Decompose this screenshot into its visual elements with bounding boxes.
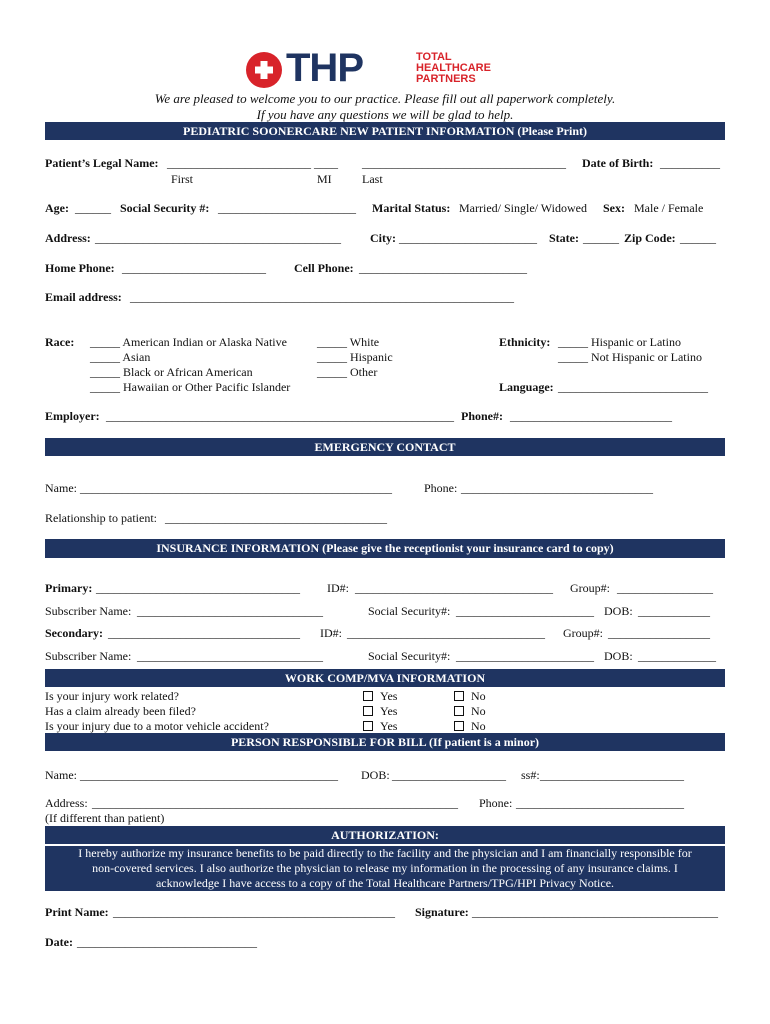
relationship-label: Relationship to patient:: [45, 511, 157, 525]
legal-name-field[interactable]: ________________________ ____: [167, 156, 338, 170]
language-field[interactable]: _________________________: [558, 380, 708, 394]
bill-ss-label: ss#:: [521, 768, 540, 782]
subscriber2-ss-label: Social Security#:: [368, 649, 451, 663]
secondary-field[interactable]: ________________________________: [108, 626, 300, 640]
legal-name-label: Patient’s Legal Name:: [45, 156, 159, 170]
yes-option[interactable]: Yes: [363, 689, 397, 704]
primary-field[interactable]: __________________________________: [96, 581, 300, 595]
sex-label: Sex:: [603, 201, 625, 215]
date-label: Date:: [45, 935, 73, 949]
emergency-phone-label: Phone:: [424, 481, 458, 495]
no-option[interactable]: No: [454, 689, 486, 704]
last-caption: Last: [362, 172, 383, 186]
logo-line3: PARTNERS: [416, 73, 476, 85]
marital-label: Marital Status:: [372, 201, 451, 215]
primary-id-label: ID#:: [327, 581, 349, 595]
ssn-field[interactable]: _______________________: [218, 201, 356, 215]
ssn-label: Social Security #:: [120, 201, 210, 215]
logo-line2: HEALTHCARE: [416, 62, 491, 74]
print-name-label: Print Name:: [45, 905, 109, 919]
checkbox-icon[interactable]: [363, 691, 373, 701]
employer-field[interactable]: __________________________________________________________: [106, 409, 454, 423]
ethnicity-option[interactable]: _____ Not Hispanic or Latino: [558, 350, 702, 364]
subscriber-field[interactable]: _______________________________: [137, 604, 323, 618]
subscriber-label: Subscriber Name:: [45, 604, 132, 618]
race-option[interactable]: _____ Other: [317, 365, 378, 379]
subscriber-ss-field[interactable]: _______________________: [456, 604, 594, 618]
secondary-label: Secondary:: [45, 626, 103, 640]
home-phone-label: Home Phone:: [45, 261, 115, 275]
work-section-header: WORK COMP/MVA INFORMATION: [45, 669, 725, 687]
last-name-field[interactable]: __________________________________: [362, 156, 566, 170]
yes-option[interactable]: Yes: [363, 719, 397, 734]
subscriber2-dob-label: DOB:: [604, 649, 633, 663]
bill-phone-field[interactable]: ____________________________: [516, 796, 684, 810]
emergency-phone-field[interactable]: ________________________________: [461, 481, 653, 495]
logo-line1: TOTAL: [416, 51, 452, 63]
signature-field[interactable]: _________________________________________: [472, 905, 718, 919]
auth-line: I hereby authorize my insurance benefits to be paid directly to the facility and the physician and I am financially responsible for: [78, 846, 692, 860]
logo-abbr: THP: [286, 46, 363, 90]
auth-section-header: AUTHORIZATION:: [45, 826, 725, 844]
signature-label: Signature:: [415, 905, 469, 919]
intro-line-2: If you have any questions we will be glad to help.: [256, 107, 514, 122]
state-field[interactable]: ______: [583, 231, 619, 245]
secondary-id-label: ID#:: [320, 626, 342, 640]
emergency-name-field[interactable]: ____________________________________________________: [80, 481, 392, 495]
bill-section-header: PERSON RESPONSIBLE FOR BILL (If patient is a minor): [45, 733, 725, 751]
city-field[interactable]: _______________________: [399, 231, 537, 245]
first-caption: First: [171, 172, 194, 186]
patient-section-title: PEDIATRIC SOONERCARE NEW PATIENT INFORMATION: [182, 124, 515, 138]
thp-logo: [240, 46, 540, 90]
email-label: Email address:: [45, 290, 122, 304]
print-name-field[interactable]: _______________________________________________: [113, 905, 395, 919]
primary-group-field[interactable]: ________________: [617, 581, 713, 595]
marital-options[interactable]: Married/ Single/ Widowed: [459, 201, 587, 215]
ethnicity-label: Ethnicity:: [499, 335, 551, 349]
bill-dob-field[interactable]: ___________________: [392, 768, 506, 782]
bill-address-note: (If different than patient): [45, 811, 165, 825]
auth-line: non-covered services. I also authorize the physician to release my information in the processing of any insurance claims. I: [92, 861, 678, 875]
no-option[interactable]: No: [454, 719, 486, 734]
bill-name-label: Name:: [45, 768, 77, 782]
work-question: Has a claim already been filed?: [45, 704, 196, 718]
subscriber2-dob-field[interactable]: _____________: [638, 649, 716, 663]
primary-id-field[interactable]: _________________________________: [355, 581, 553, 595]
race-option[interactable]: _____ Black or African American: [90, 365, 253, 379]
home-phone-field[interactable]: ________________________: [122, 261, 266, 275]
subscriber2-field[interactable]: _______________________________: [137, 649, 323, 663]
yes-option[interactable]: Yes: [363, 704, 397, 719]
bill-address-field[interactable]: _____________________________________________________________: [92, 796, 458, 810]
patient-section-header: [45, 122, 725, 140]
race-option[interactable]: _____ White: [317, 335, 380, 349]
insurance-section-header: INSURANCE INFORMATION (Please give the receptionist your insurance card to copy): [45, 539, 725, 558]
race-option[interactable]: _____ American Indian or Alaska Native: [90, 335, 287, 349]
primary-label: Primary:: [45, 581, 93, 595]
cell-phone-label: Cell Phone:: [294, 261, 354, 275]
state-label: State:: [549, 231, 579, 245]
age-label: Age:: [45, 201, 69, 215]
thp-cross-icon: [240, 50, 540, 90]
work-question: Is your injury due to a motor vehicle accident?: [45, 719, 269, 733]
employer-label: Employer:: [45, 409, 100, 423]
secondary-id-field[interactable]: _________________________________: [347, 626, 545, 640]
checkbox-icon[interactable]: [454, 706, 464, 716]
bill-ss-field[interactable]: ________________________: [540, 768, 684, 782]
zip-label: Zip Code:: [624, 231, 676, 245]
checkbox-icon[interactable]: [454, 721, 464, 731]
race-option[interactable]: _____ Hispanic: [317, 350, 393, 364]
intro-line-1: We are pleased to welcome you to our practice. Please fill out all paperwork completely.: [154, 91, 616, 106]
language-label: Language:: [499, 380, 554, 394]
cell-phone-field[interactable]: ____________________________: [359, 261, 527, 275]
bill-phone-label: Phone:: [479, 796, 513, 810]
mi-caption: MI: [317, 172, 332, 186]
patient-section-paren: (Please Print): [517, 124, 587, 138]
bill-dob-label: DOB:: [361, 768, 390, 782]
date-field[interactable]: ______________________________: [77, 935, 257, 949]
relationship-field[interactable]: _____________________________________: [165, 511, 387, 525]
dob-label: Date of Birth:: [582, 156, 654, 170]
ethnicity-option[interactable]: _____ Hispanic or Latino: [558, 335, 681, 349]
race-label: Race:: [45, 335, 75, 349]
subscriber2-ss-field[interactable]: _______________________: [456, 649, 594, 663]
email-field[interactable]: ________________________________________________________________: [130, 290, 514, 304]
auth-line: acknowledge I have access to a copy of the Total Healthcare Partners/TPG/HPI Privacy Notice.: [155, 876, 615, 890]
zip-field[interactable]: ______: [680, 231, 716, 245]
subscriber-dob-field[interactable]: ____________: [638, 604, 710, 618]
secondary-group-label: Group#:: [563, 626, 603, 640]
employer-phone-field[interactable]: ___________________________: [510, 409, 672, 423]
subscriber-dob-label: DOB:: [604, 604, 633, 618]
bill-name-field[interactable]: ___________________________________________: [80, 768, 338, 782]
race-option[interactable]: _____ Hawaiian or Other Pacific Islander: [90, 380, 291, 394]
sex-options[interactable]: Male / Female: [634, 201, 704, 215]
subscriber2-label: Subscriber Name:: [45, 649, 132, 663]
address-label: Address:: [45, 231, 91, 245]
employer-phone-label: Phone#:: [461, 409, 503, 423]
city-label: City:: [370, 231, 396, 245]
secondary-group-field[interactable]: _________________: [608, 626, 710, 640]
checkbox-icon[interactable]: [363, 706, 373, 716]
checkbox-icon[interactable]: [454, 691, 464, 701]
auth-text-block: [45, 846, 725, 891]
no-option[interactable]: No: [454, 704, 486, 719]
work-question: Is your injury work related?: [45, 689, 179, 703]
primary-group-label: Group#:: [570, 581, 610, 595]
emergency-section-header: EMERGENCY CONTACT: [45, 438, 725, 456]
checkbox-icon[interactable]: [363, 721, 373, 731]
dob-field[interactable]: __________: [660, 156, 720, 170]
address-field[interactable]: _________________________________________: [95, 231, 341, 245]
age-field[interactable]: ______: [75, 201, 111, 215]
emergency-name-label: Name:: [45, 481, 77, 495]
race-option[interactable]: _____ Asian: [90, 350, 151, 364]
subscriber-ss-label: Social Security#:: [368, 604, 451, 618]
bill-address-label: Address:: [45, 796, 88, 810]
